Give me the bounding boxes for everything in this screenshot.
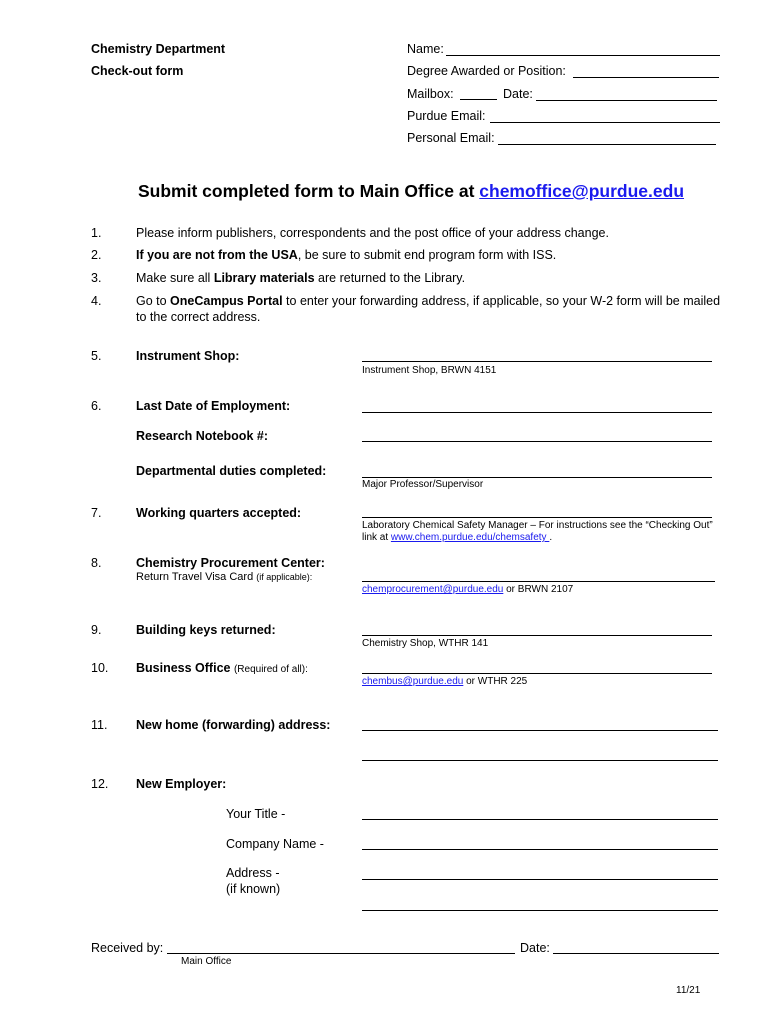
business-office-small: (Required of all): — [233, 664, 308, 675]
item-number: 12. — [91, 777, 109, 791]
personal-email-label: Personal Email: — [407, 131, 495, 145]
business-office-label — [136, 661, 308, 675]
instrument-shop-label: Instrument Shop: — [136, 349, 240, 363]
company-name-label: Company Name - — [226, 837, 324, 851]
degree-field-label: Degree Awarded or Position: — [407, 64, 566, 78]
item-number: 5. — [91, 349, 102, 363]
your-title-label: Your Title - — [226, 807, 286, 821]
mailbox-field-label: Mailbox: — [407, 87, 454, 101]
dept-duties-label: Departmental duties completed: — [136, 464, 327, 478]
purdue-email-line[interactable] — [490, 122, 720, 123]
date-field-label: Date: — [503, 87, 533, 101]
last-date-label: Last Date of Employment: — [136, 399, 291, 413]
address-line-2[interactable] — [362, 910, 718, 911]
item-number: 8. — [91, 556, 102, 570]
new-home-label: New home (forwarding) address: — [136, 718, 331, 732]
item-4-text — [136, 294, 720, 308]
if-known-label: (if known) — [226, 882, 281, 896]
item-number: 2. — [91, 248, 102, 262]
degree-field-line[interactable] — [573, 77, 719, 78]
item-2-text — [136, 248, 556, 262]
form-version: 11/21 — [676, 985, 701, 996]
item-number: 4. — [91, 294, 102, 308]
personal-email-line[interactable] — [498, 144, 716, 145]
working-quarters-line[interactable] — [362, 517, 712, 518]
item-1-text: Please inform publishers, correspondents and the post office of your address change. — [136, 226, 609, 240]
item-3-a: Make sure all — [136, 271, 214, 285]
chembus-email-link[interactable]: chembus@purdue.edu — [362, 676, 464, 687]
travel-card-label — [136, 571, 312, 583]
footer-date-label: Date: — [520, 941, 550, 955]
item-4-text-cont: to the correct address. — [136, 310, 261, 324]
lab-safety-period: . — [549, 532, 553, 543]
main-office-sub: Main Office — [181, 956, 232, 967]
item-number: 6. — [91, 399, 102, 413]
item-2-bold: If you are not from the USA — [136, 248, 298, 262]
instrument-shop-sub: Instrument Shop, BRWN 4151 — [362, 365, 497, 376]
new-home-line-1[interactable] — [362, 730, 718, 731]
received-by-line[interactable] — [167, 953, 515, 954]
item-3-bold: Library materials — [213, 271, 315, 285]
date-field-line[interactable] — [536, 100, 717, 101]
page-title — [138, 181, 684, 202]
procurement-line[interactable] — [362, 581, 715, 582]
procurement-label: Chemistry Procurement Center: — [136, 556, 325, 570]
name-field-line[interactable] — [446, 55, 720, 56]
chem-shop-sub: Chemistry Shop, WTHR 141 — [362, 638, 489, 649]
travel-card-small: (if applicable): — [256, 572, 313, 582]
item-4-bold: OneCampus Portal — [170, 294, 283, 308]
form-name-label: Check-out form — [91, 64, 184, 78]
your-title-line[interactable] — [362, 819, 718, 820]
item-number: 3. — [91, 271, 102, 285]
instrument-shop-signature-line[interactable] — [362, 361, 712, 362]
main-office-email-link[interactable]: chemoffice@purdue.edu — [479, 181, 685, 201]
business-office-line[interactable] — [362, 673, 712, 674]
address-line-1[interactable] — [362, 879, 718, 880]
lab-safety-sub-2 — [362, 532, 552, 543]
procurement-room: or BRWN 2107 — [503, 584, 574, 595]
lab-safety-link-prefix: link at — [362, 532, 391, 543]
new-employer-label: New Employer: — [136, 777, 227, 791]
item-number: 10. — [91, 661, 109, 675]
item-number: 11. — [91, 718, 108, 732]
building-keys-line[interactable] — [362, 635, 712, 636]
item-2-rest: , be sure to submit end program form with ISS. — [297, 248, 557, 262]
last-date-line[interactable] — [362, 412, 712, 413]
department-label: Chemistry Department — [91, 42, 226, 56]
business-office-sub — [362, 676, 527, 687]
building-keys-label: Building keys returned: — [136, 623, 276, 637]
address-label: Address - — [226, 866, 280, 880]
received-by-label: Received by: — [91, 941, 164, 955]
purdue-email-label: Purdue Email: — [407, 109, 486, 123]
lab-safety-sub: Laboratory Chemical Safety Manager – For instructions see the “Checking Out” — [362, 520, 713, 531]
working-quarters-label: Working quarters accepted: — [136, 506, 302, 520]
new-home-line-2[interactable] — [362, 760, 718, 761]
research-notebook-label: Research Notebook #: — [136, 429, 268, 443]
item-3-text — [136, 271, 465, 285]
item-3-b: are returned to the Library. — [314, 271, 466, 285]
item-4-b: to enter your forwarding address, if applicable, so your W-2 form will be mailed — [282, 294, 721, 308]
procurement-email-link[interactable]: chemprocurement@purdue.edu — [362, 584, 504, 595]
major-professor-sub: Major Professor/Supervisor — [362, 479, 484, 490]
item-number: 9. — [91, 623, 102, 637]
procurement-sub — [362, 584, 573, 595]
travel-card-text: Return Travel Visa Card — [136, 571, 257, 583]
chemsafety-link[interactable]: www.chem.purdue.edu/chemsafety — [390, 532, 550, 543]
business-office-text: Business Office — [136, 661, 234, 675]
item-number: 1. — [91, 226, 102, 240]
mailbox-field-line[interactable] — [460, 99, 497, 100]
company-name-line[interactable] — [362, 849, 718, 850]
chembus-room: or WTHR 225 — [463, 676, 528, 687]
research-notebook-line[interactable] — [362, 441, 712, 442]
dept-duties-line[interactable] — [362, 477, 712, 478]
item-4-a: Go to — [136, 294, 171, 308]
name-field-label: Name: — [407, 42, 444, 56]
title-text: Submit completed form to Main Office at — [138, 181, 480, 201]
footer-date-line[interactable] — [553, 953, 719, 954]
item-number: 7. — [91, 506, 102, 520]
